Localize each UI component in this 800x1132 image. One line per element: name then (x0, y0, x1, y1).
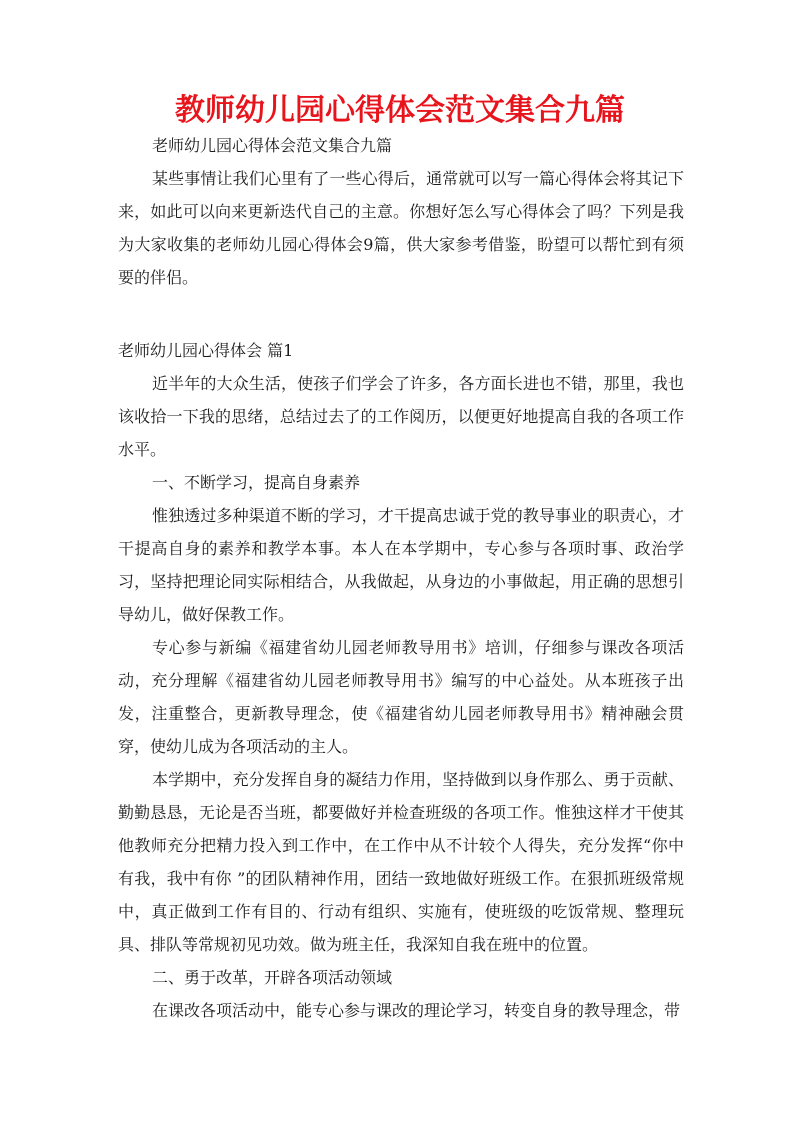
document-body (118, 129, 684, 1027)
body-paragraph: 近半年的大众生活，使孩子们学会了许多，各方面长进也不错，那里，我也该收拾一下我的思绪，总结过去了的工作阅历，以便更好地提高自我的各项工作水平。 (118, 374, 684, 459)
body-paragraph: 本学期中，充分发挥自身的凝结力作用，坚持做到以身作那么、勇于贡献、勤勤恳恳，无论是否当班，都要做好并检查班级的各项工作。惟独这样才干使其他教师充分把精力投入到工作中，在工作中从不计较个人得失，充分发挥“你中有我，我中有你 ”的团队精神作用，团结一致地做好班级工作。在狠抓班级常规中，真正做到工作有目的、行动有组织、实施有，使班级的吃饭常规、整理玩具、排队等常规初见功效。做为班主任，我深知自我在班中的位置。 (118, 770, 684, 954)
subsection-heading: 一、不断学习，提高自身素养 (152, 473, 361, 492)
body-paragraph: 惟独透过多种渠道不断的学习，才干提高忠诚于党的教导事业的职责心，才干提高自身的素养和教学本事。本人在本学期中，专心参与各项时事、政治学习，坚持把理论同实际相结合，从我做起，从身边的小事做起，用正确的思想引导幼儿，做好保教工作。 (118, 506, 684, 624)
document-title: 教师幼儿园心得体会范文集合九篇 (175, 93, 625, 128)
subsection-heading: 二、勇于改革，开辟各项活动领域 (152, 968, 393, 987)
section-heading: 老师幼儿园心得体会 篇1 (118, 341, 294, 360)
intro-paragraph: 某些事情让我们心里有了一些心得后，通常就可以写一篇心得体会将其记下来，如此可以向来更新迭代自己的主意。你想好怎么写心得体会了吗？下列是我为大家收集的老师幼儿园心得体会9篇，供大家参考借鉴，盼望可以帮忙到有须要的伴侣。 (118, 169, 684, 287)
body-paragraph: 在课改各项活动中，能专心参与课改的理论学习，转变自身的教导理念，带 (152, 1001, 681, 1020)
paragraph-gap (118, 294, 684, 334)
document-subtitle: 老师幼儿园心得体会范文集合九篇 (152, 136, 393, 155)
body-paragraph: 专心参与新编《福建省幼儿园老师教导用书》培训，仔细参与课改各项活动，充分理解《福建省幼儿园老师教导用书》编写的中心益处。从本班孩子出发，注重整合，更新教导理念，使《福建省幼儿园老师教导用书》精神融会贯穿，使幼儿成为各项活动的主人。 (118, 638, 684, 756)
